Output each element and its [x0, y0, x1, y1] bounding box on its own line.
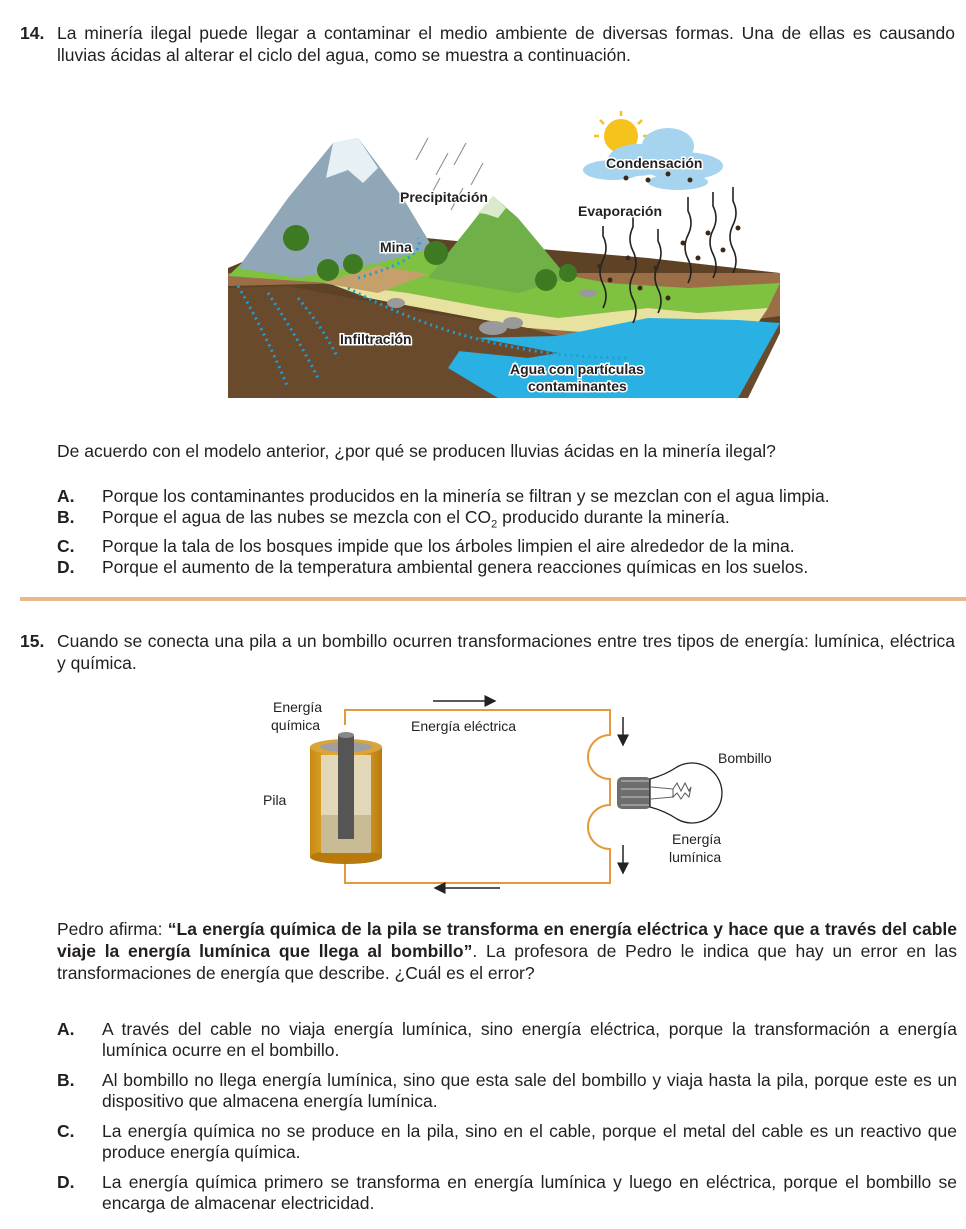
option-text: Porque el aumento de la temperatura ambiental genera reacciones químicas en los suelos.	[102, 556, 809, 577]
option-text: Porque el agua de las nubes se mezcla con el $CO_2$ producido durante la minería.	[102, 507, 730, 531]
circuit-diagram	[245, 695, 772, 895]
label-battery: Pila	[263, 792, 287, 808]
bulb-icon	[617, 763, 722, 823]
label-evaporation: Evaporación	[578, 203, 663, 219]
label-water-2: contaminantes	[528, 378, 627, 394]
circuit-wire	[345, 710, 610, 883]
option-letter: D.	[57, 556, 75, 577]
label-condensation: Condensación	[606, 155, 703, 171]
label-infiltration: Infiltración	[340, 331, 412, 347]
options-15	[57, 1019, 957, 1214]
option-letter: A.	[57, 1019, 75, 1039]
option-c[interactable]	[57, 1121, 957, 1163]
option-text: La energía química primero se transforma en energía lumínica y luego en eléctrica, porque el bombillo se encarga de almacenar electricidad.	[102, 1172, 957, 1213]
option-letter: C.	[57, 1121, 75, 1141]
question-number: 14.	[20, 23, 45, 43]
option-b[interactable]	[57, 507, 957, 536]
option-d[interactable]	[57, 1172, 957, 1214]
option-c[interactable]	[57, 536, 957, 557]
label-mine: Mina	[380, 239, 412, 255]
option-letter: B.	[57, 1070, 75, 1090]
option-a[interactable]	[57, 486, 957, 507]
label-precipitation: Precipitación	[400, 189, 488, 205]
label-chemical-1: Energía	[273, 699, 323, 715]
question-stem: La minería ilegal puede llegar a contaminar el medio ambiente de diversas formas. Una de ellas es causando lluvias ácidas al alterar el ciclo del agua, como se muestra a continuación.	[57, 23, 955, 65]
label-electric: Energía eléctrica	[411, 718, 517, 734]
label-chemical-2: química	[271, 717, 321, 733]
option-text: Porque los contaminantes producidos en la minería se filtran y se mezclan con el agua limpia.	[102, 486, 830, 506]
section-divider	[20, 597, 966, 601]
option-b[interactable]	[57, 1070, 957, 1112]
option-letter: C.	[57, 535, 75, 556]
battery-icon	[310, 732, 382, 864]
question-number: 15.	[20, 631, 45, 651]
option-letter: A.	[57, 486, 75, 506]
option-letter: B.	[57, 507, 75, 527]
label-water-1: Agua con partículas	[510, 361, 644, 377]
question-14	[20, 22, 955, 66]
label-light-2: lumínica	[669, 849, 722, 865]
option-text: Al bombillo no llega energía lumínica, sino que esta sale del bombillo y viaja hasta la pila, porque este es un dispositivo que almacena energía lumínica.	[102, 1070, 957, 1111]
water-cycle-diagram	[228, 108, 780, 400]
question-14-prompt: De acuerdo con el modelo anterior, ¿por qué se producen lluvias ácidas en la minería ilegal?	[57, 441, 776, 461]
pedro-statement: “La energía química de la pila se transforma en energía eléctrica y hace que a través del cable viaje la energía lumínica que llega al bombillo”	[57, 919, 958, 961]
option-text: A través del cable no viaja energía lumínica, sino energía eléctrica, porque la transformación a energía lumínica ocurre en el bombillo.	[102, 1019, 957, 1060]
question-15-prompt: Pedro afirma: “La energía química de la pila se transforma en energía eléctrica y hace que a través del cable viaje la energía lumínica que llega al bombillo”. La profesora de Pedro le indica que hay un error en las transformaciones de energía que describe. ¿Cuál es el error?	[57, 919, 958, 983]
option-text: Porque la tala de los bosques impide que los árboles limpien el aire alrededor de la mina.	[102, 535, 795, 556]
question-stem: Cuando se conecta una pila a un bombillo ocurren transformaciones entre tres tipos de energía: lumínica, eléctrica y química.	[57, 631, 955, 673]
label-bulb: Bombillo	[718, 750, 772, 766]
label-light-1: Energía	[672, 831, 722, 847]
question-15	[20, 630, 955, 674]
option-text: La energía química no se produce en la pila, sino en el cable, porque el metal del cable es un reactivo que produce energía química.	[102, 1121, 957, 1162]
option-d[interactable]	[57, 557, 957, 578]
option-a[interactable]	[57, 1019, 957, 1061]
option-letter: D.	[57, 1172, 75, 1192]
options-14	[57, 486, 957, 578]
